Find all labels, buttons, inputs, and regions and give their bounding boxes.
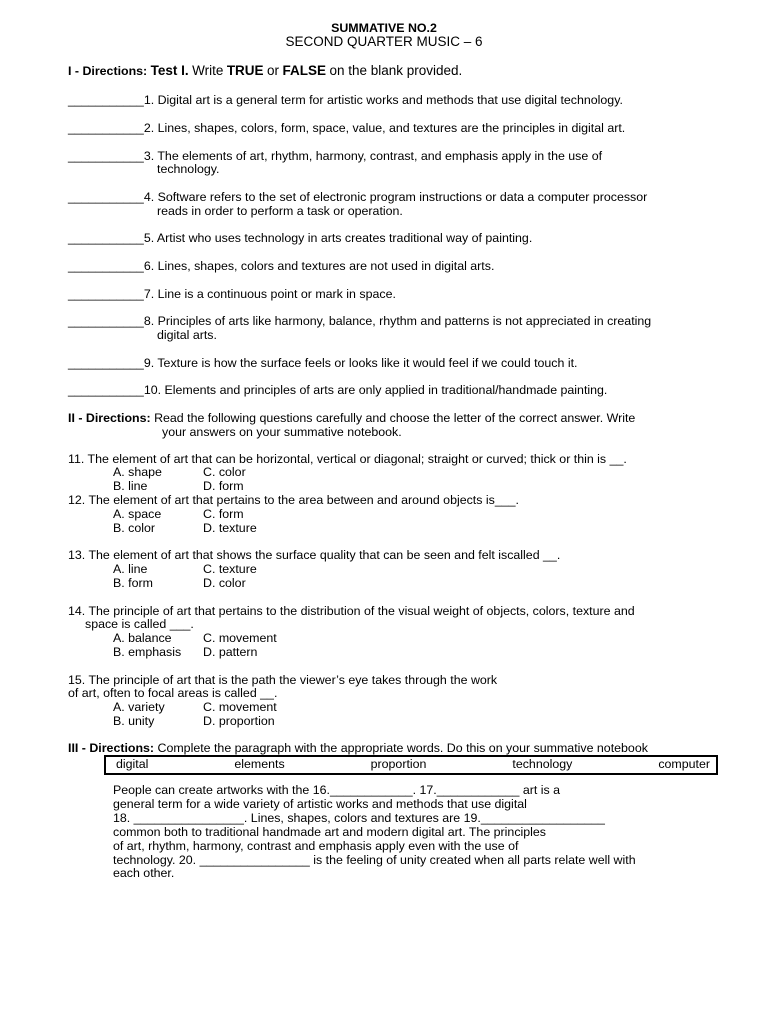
option[interactable]: D. texture (203, 521, 257, 535)
tf-item-7: ___________7. Line is a continuous point or mark in space. (68, 287, 396, 301)
document-title: SUMMATIVE NO.2 (331, 21, 437, 35)
test2-label: II - Directions: (68, 411, 151, 425)
option[interactable]: C. form (203, 507, 244, 521)
question-14-cont: space is called ___. (85, 617, 194, 631)
answer-blank[interactable]: ___________ (68, 383, 144, 397)
question-14: 14. The principle of art that pertains to the distribution of the visual weight of objects, colors, texture and (68, 604, 635, 618)
word-bank-item: computer (658, 757, 710, 771)
tf-item-8-cont: digital arts. (157, 328, 217, 342)
paragraph-line: common both to traditional handmade art and modern digital art. The principles (113, 825, 547, 839)
word-bank-item: technology (512, 757, 573, 771)
test2-directions: II - Directions: Read the following questions carefully and choose the letter of the correct answer. Write (68, 411, 636, 425)
tf-item-3-cont: technology. (157, 162, 220, 176)
option[interactable]: D. color (203, 576, 246, 590)
question-15: 15. The principle of art that is the path the viewer’s eye takes through the work (68, 673, 498, 687)
option[interactable]: D. proportion (203, 714, 275, 728)
question-15-cont: of art, often to focal areas is called __. (68, 686, 278, 700)
option[interactable]: C. movement (203, 631, 277, 645)
option[interactable]: B. form (113, 576, 153, 590)
option[interactable]: B. emphasis (113, 645, 182, 659)
paragraph-line: of art, rhythm, harmony, contrast and emphasis apply even with the use of (113, 839, 519, 853)
test1-directions: I - Directions: Test I. Write TRUE or FALSE on the blank provided. (68, 63, 463, 78)
option[interactable]: C. texture (203, 562, 257, 576)
tf-item-5: ___________5. Artist who uses technology in arts creates traditional way of painting. (68, 231, 533, 245)
option[interactable]: A. space (113, 507, 162, 521)
option[interactable]: A. shape (113, 465, 162, 479)
option[interactable]: C. color (203, 465, 246, 479)
test1-test-label: Test I. (150, 63, 189, 78)
test3-label: III - Directions: (68, 741, 155, 755)
tf-item-3: ___________3. The elements of art, rhythm, harmony, contrast, and emphasis apply in the use of (68, 149, 603, 163)
answer-blank[interactable]: ___________ (68, 287, 144, 301)
tf-item-2: ___________2. Lines, shapes, colors, form, space, value, and textures are the principles in digital art. (68, 121, 626, 135)
option[interactable]: C. movement (203, 700, 277, 714)
option[interactable]: A. variety (113, 700, 165, 714)
tf-item-1: ___________1. Digital art is a general term for artistic works and methods that use digital technology. (68, 93, 623, 107)
tf-item-4-cont: reads in order to perform a task or operation. (157, 204, 403, 218)
paragraph-line: 18. ________________. Lines, shapes, colors and textures are 19.__________________ (113, 811, 605, 825)
answer-blank[interactable]: ___________ (68, 190, 144, 204)
false-word: FALSE (282, 63, 326, 78)
paragraph-line: general term for a wide variety of artistic works and methods that use digital (113, 797, 527, 811)
answer-blank[interactable]: ___________ (68, 356, 144, 370)
answer-blank[interactable]: ___________ (68, 259, 144, 273)
option[interactable]: D. form (203, 479, 244, 493)
tf-item-4: ___________4. Software refers to the set of electronic program instructions or data a computer processor (68, 190, 648, 204)
word-bank-item: proportion (370, 757, 427, 771)
word-bank-item: digital (116, 757, 149, 771)
question-13: 13. The element of art that shows the surface quality that can be seen and felt iscalled __. (68, 548, 561, 562)
tf-item-6: ___________6. Lines, shapes, colors and textures are not used in digital arts. (68, 259, 495, 273)
tf-item-10: ___________10. Elements and principles of arts are only applied in traditional/handmade painting. (68, 383, 608, 397)
paragraph-line: technology. 20. ________________ is the feeling of unity created when all parts relate well with (113, 853, 636, 867)
option[interactable]: A. line (113, 562, 148, 576)
answer-blank[interactable]: ___________ (68, 231, 144, 245)
option[interactable]: B. line (113, 479, 148, 493)
question-11: 11. The element of art that can be horizontal, vertical or diagonal; straight or curved; thick or thin is __. (68, 452, 627, 466)
option[interactable]: A. balance (113, 631, 172, 645)
answer-blank[interactable]: ___________ (68, 149, 144, 163)
document-subtitle: SECOND QUARTER MUSIC – 6 (285, 34, 483, 49)
answer-blank[interactable]: ___________ (68, 121, 144, 135)
option[interactable]: B. unity (113, 714, 155, 728)
tf-item-8: ___________8. Principles of arts like harmony, balance, rhythm and patterns is not appreciated in creating (68, 314, 652, 328)
tf-item-9: ___________9. Texture is how the surface feels or looks like it would feel if we could touch it. (68, 356, 578, 370)
answer-blank[interactable]: ___________ (68, 93, 144, 107)
test1-label: I - Directions: (68, 64, 148, 78)
true-word: TRUE (226, 63, 264, 78)
question-12: 12. The element of art that pertains to the area between and around objects is___. (68, 493, 519, 507)
option[interactable]: B. color (113, 521, 156, 535)
word-bank-box (104, 755, 718, 775)
test3-directions: III - Directions: Complete the paragraph with the appropriate words. Do this on your summative notebook (68, 741, 648, 755)
word-bank-item: elements (234, 757, 285, 771)
option[interactable]: D. pattern (203, 645, 258, 659)
answer-blank[interactable]: ___________ (68, 314, 144, 328)
paragraph-line: People can create artworks with the 16.____________. 17.____________ art is a (113, 783, 561, 797)
paragraph-line: each other. (113, 866, 175, 880)
test2-directions-cont: your answers on your summative notebook. (162, 425, 402, 439)
